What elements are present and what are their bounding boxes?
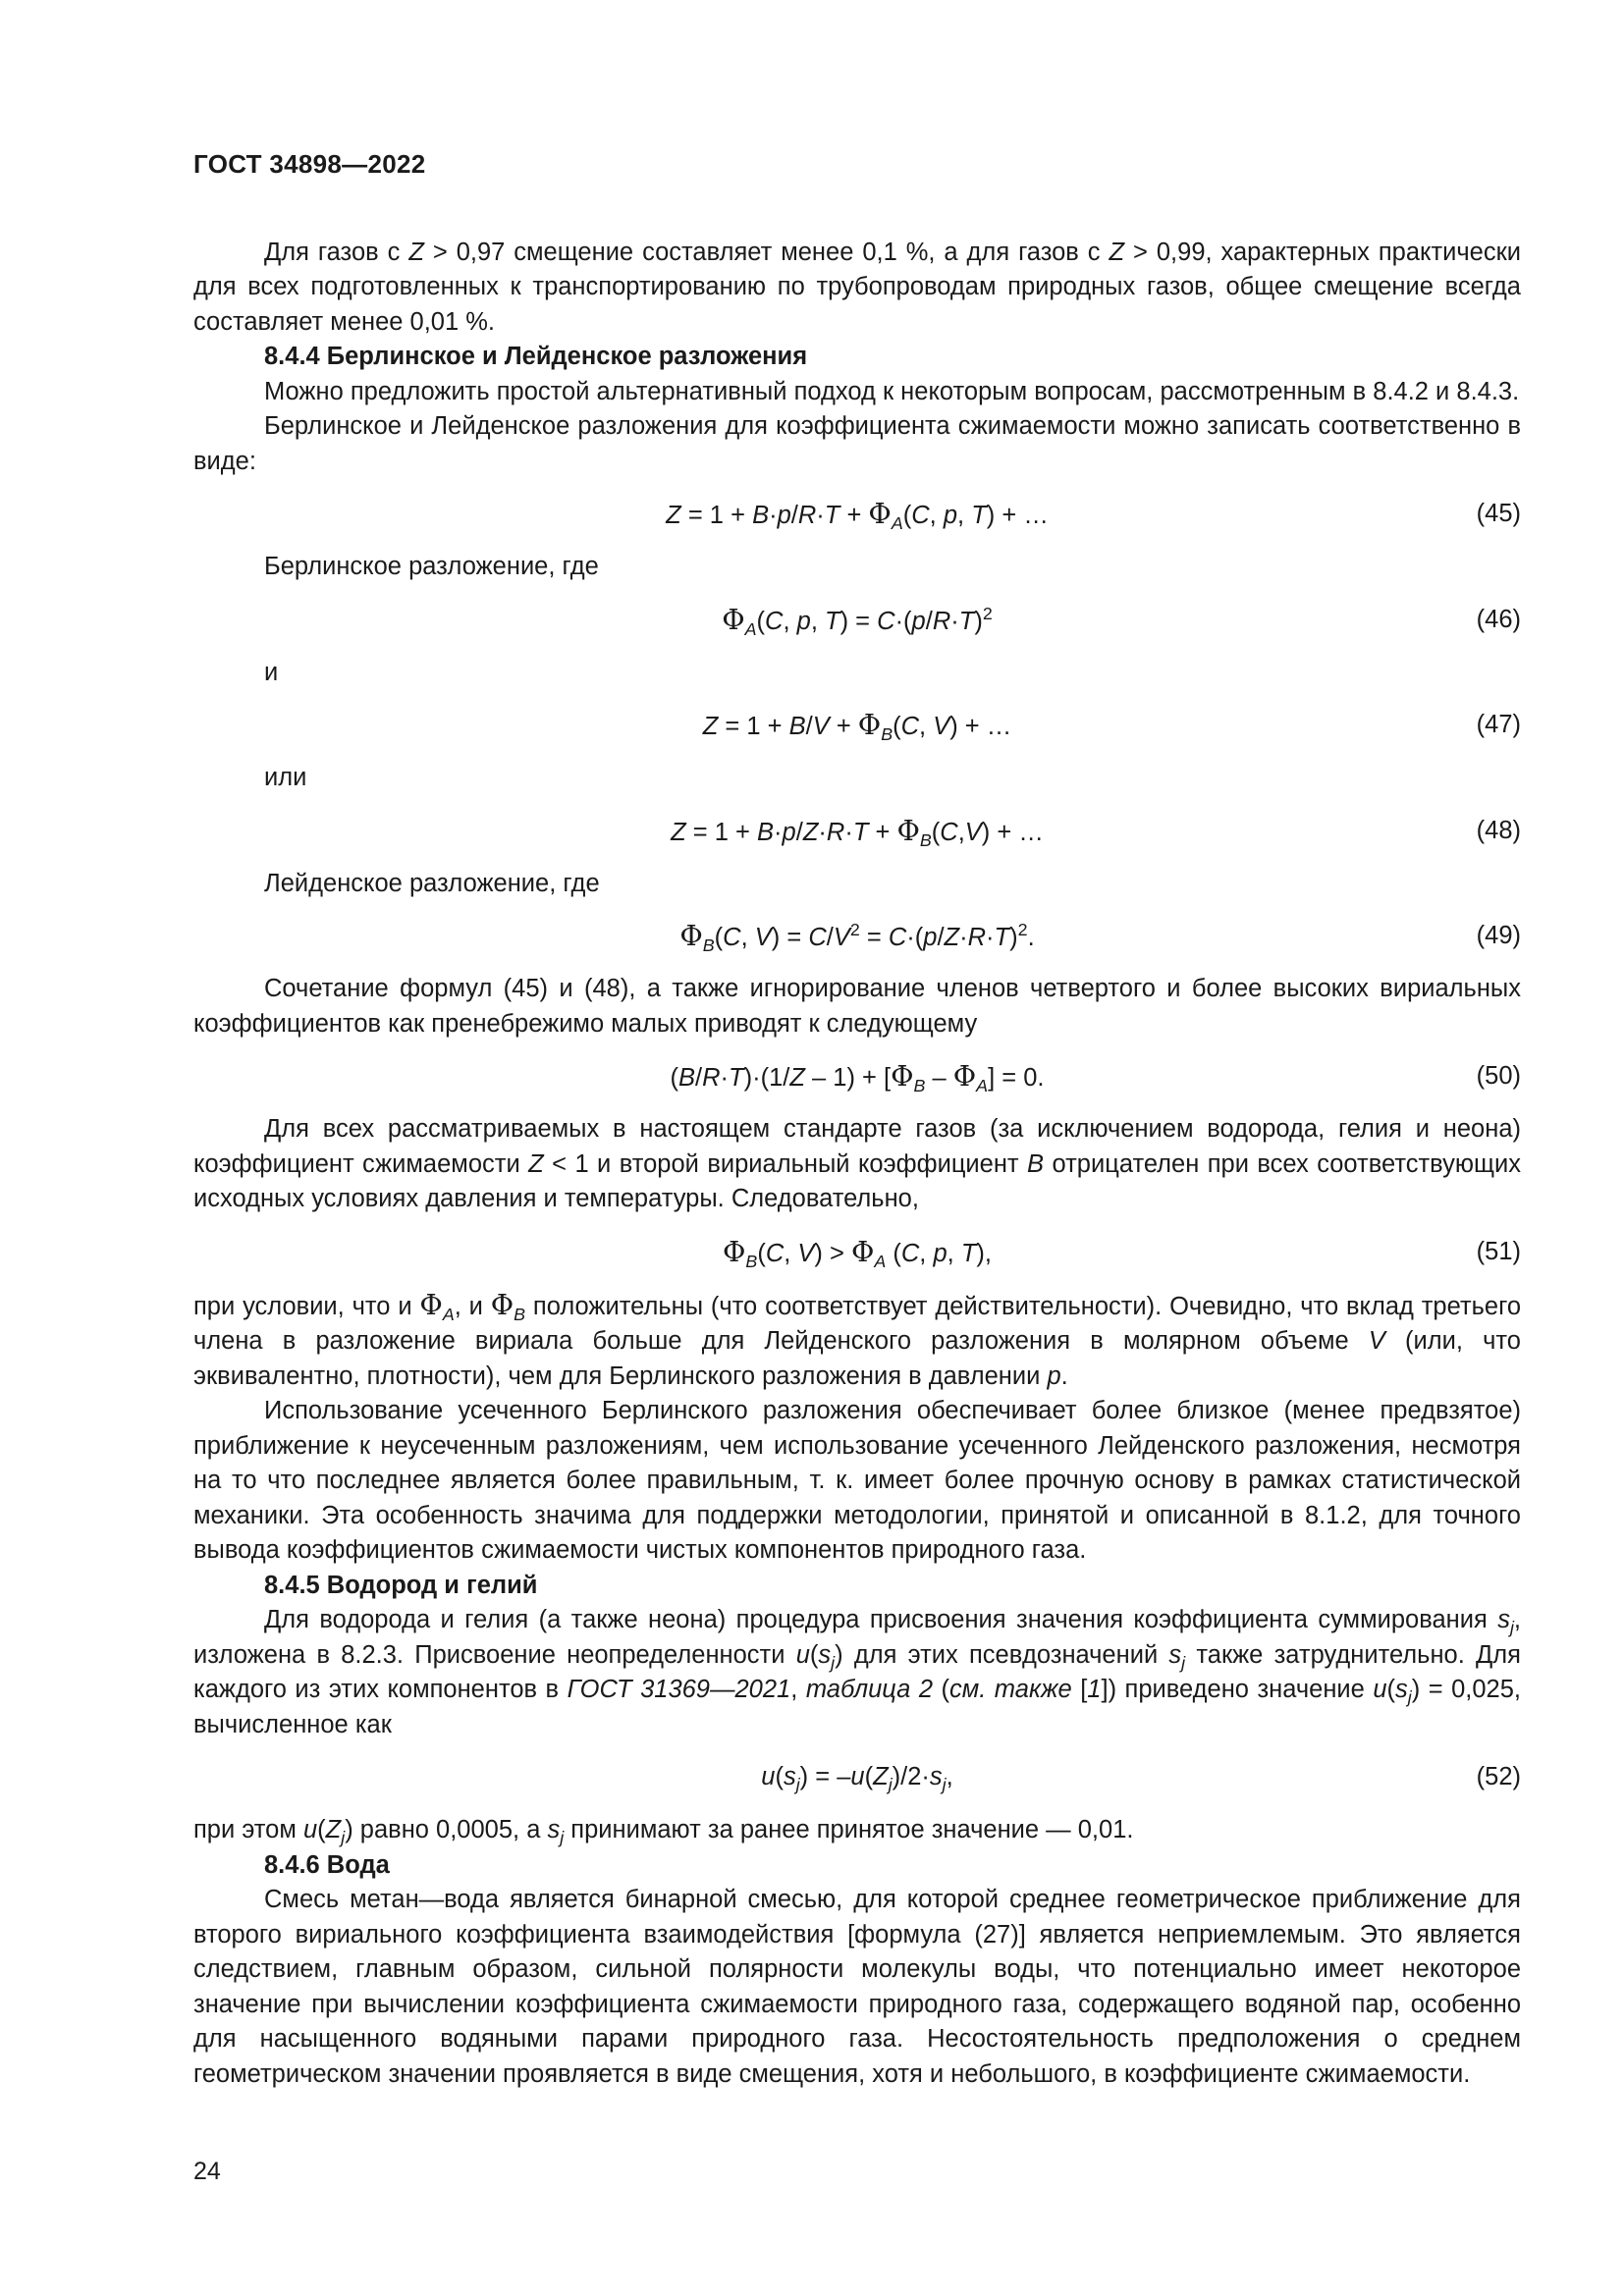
section-heading-8-4-4: 8.4.4 Берлинское и Лейденское разложения [264, 343, 808, 370]
paragraph-all-gases: Для всех рассматриваемых в настоящем стандарте газов (за исключением водорода, гелия и неона) коэффициент сжимаемости Z < 1 и второй вириальный коэффициент B отрицателен при всех соответствующих исходных условиях давления и температуры. Следовательно, [193, 1115, 1521, 1212]
lead-and: и [264, 658, 279, 686]
formula-47 [193, 708, 1521, 743]
formula-50-number: (50) [1476, 1062, 1521, 1090]
formula-47-expression: $Z = 1 + B/V + \Phi_B(C$, V) + … [702, 708, 1012, 744]
paragraph-water: Смесь метан—вода является бинарной смесью, для которой среднее геометрическое приближение для второго вириального коэффициента взаимодействия [формула (27)] является неприемлемым. Это является следствием, главным образом, сильной полярности молекулы воды, что потенциально имеет некоторое значение при вычислении коэффициента сжимаемости природного газа, содержащего водяной пар, особенно для насыщенного водяными парами природного газа. Несостоятельность предположения о среднем геометрическом значении проявляется в виде смещения, хотя и небольшого, в коэффициенте сжимаемости. [193, 1886, 1521, 2088]
formula-46 [193, 603, 1521, 638]
formula-47-number: (47) [1476, 711, 1521, 738]
formula-51-expression: $\Phi_B(C$, $V) > \Phi_A$ (C, p, T), [723, 1234, 992, 1271]
document-page [193, 147, 1521, 2092]
formula-49-number: (49) [1476, 922, 1521, 949]
formula-48-expression: $Z = 1 + B\cdot p/Z\cdot R\cdot T + \Phi_B(C,V)$ + … [671, 813, 1044, 850]
formula-52 [193, 1760, 1521, 1795]
formula-45 [193, 497, 1521, 532]
lead-leiden: Лейденское разложение, где [264, 869, 600, 897]
paragraph-combination: Сочетание формул (45) и (48), а также игнорирование членов четвертого и более высоких вириальных коэффициентов как пренебрежимо малых приводят к следующему [193, 975, 1521, 1038]
section-heading-8-4-5: 8.4.5 Водород и гелий [264, 1571, 538, 1599]
formula-46-number: (46) [1476, 605, 1521, 633]
formula-49-expression: $\Phi_B(C$, $V) = C/V^2 = C\cdot(p/Z\cdot R\cdot T)^2$. [679, 919, 1035, 955]
lead-berlin: Берлинское разложение, где [264, 553, 599, 580]
paragraph-alternative-approach: Можно предложить простой альтернативный подход к некоторым вопросам, рассмотренным в 8.4.2 и 8.4.3. [264, 377, 1520, 405]
formula-51 [193, 1235, 1521, 1270]
section-heading-8-4-6: 8.4.6 Вода [264, 1850, 390, 1879]
formula-52-number: (52) [1476, 1763, 1521, 1790]
paragraph-hydrogen-helium: Для водорода и гелия (а также неона) процедура присвоения значения коэффициента суммирования $s_j$, изложена в 8.2.3. Присвоение неопределенности $u(s_j)$ для этих псевдозначений $s_j$ также затруднительно. Для каждого из этих компонентов в ГОСТ 31369—2021, таблица 2 (см. также [1]) приведено значение $u(s_j) = 0,025$, вычисленное как [193, 1606, 1522, 1738]
formula-49 [193, 919, 1521, 954]
formula-50 [193, 1059, 1521, 1095]
formula-50-expression: $(B/R\cdot T)\cdot(1/Z - 1) + [\Phi_B - \Phi_A] = 0$. [670, 1059, 1045, 1095]
formula-48-number: (48) [1476, 816, 1521, 844]
paragraph-expansions-intro: Берлинское и Лейденское разложения для коэффициента сжимаемости можно записать соответственно в виде: [193, 412, 1521, 475]
formula-48 [193, 814, 1521, 849]
formula-46-expression: $\Phi_A(C$, p, $T) = C\cdot(p/R\cdot T)^2$ [722, 602, 993, 639]
formula-52-expression: $u(s_j) = -u(Z_j)/2\cdot s_j$, [761, 1763, 953, 1794]
formula-45-number: (45) [1476, 500, 1521, 527]
paragraph-uz-value: при этом $u(Z_j)$ равно 0,0005, а $s_j$ принимают за ранее принятое значение — 0,01. [193, 1816, 1134, 1847]
formula-51-number: (51) [1476, 1237, 1521, 1265]
lead-or: или [264, 764, 307, 791]
document-header: ГОСТ 34898—2022 [193, 149, 426, 179]
paragraph-positive-condition: при условии, что и $\Phi_A$, и $\Phi_B$ положительны (что соответствует действительности). Очевидно, что вклад третьего члена в разложение вириала больше для Лейденского разложения в молярном объеме V (или, что эквивалентно, плотности), чем для Берлинского разложения в давлении p. [193, 1287, 1522, 1390]
paragraph-bias: Для газов с Z > 0,97 смещение составляет менее 0,1 %, а для газов с Z > 0,99, характерных практически для всех подготовленных к транспортированию по трубопроводам природных газов, общее смещение всегда составляет менее 0,01 %. [193, 238, 1521, 336]
paragraph-truncated-berlin: Использование усеченного Берлинского разложения обеспечивает более близкое (менее предвзятое) приближение к неусеченным разложениям, чем использование усеченного Лейденского разложения, несмотря на то что последнее является более правильным, т. к. имеет более прочную основу в рамках статистической механики. Эта особенность значима для поддержки методологии, принятой и описанной в 8.1.2, для точного вывода коэффициентов сжимаемости чистых компонентов природного газа. [193, 1397, 1521, 1564]
formula-45-expression: $Z = 1 + B\cdot p/R\cdot T + \Phi_A(C$, p, T) + … [666, 497, 1049, 533]
page-number: 24 [193, 2158, 221, 2185]
